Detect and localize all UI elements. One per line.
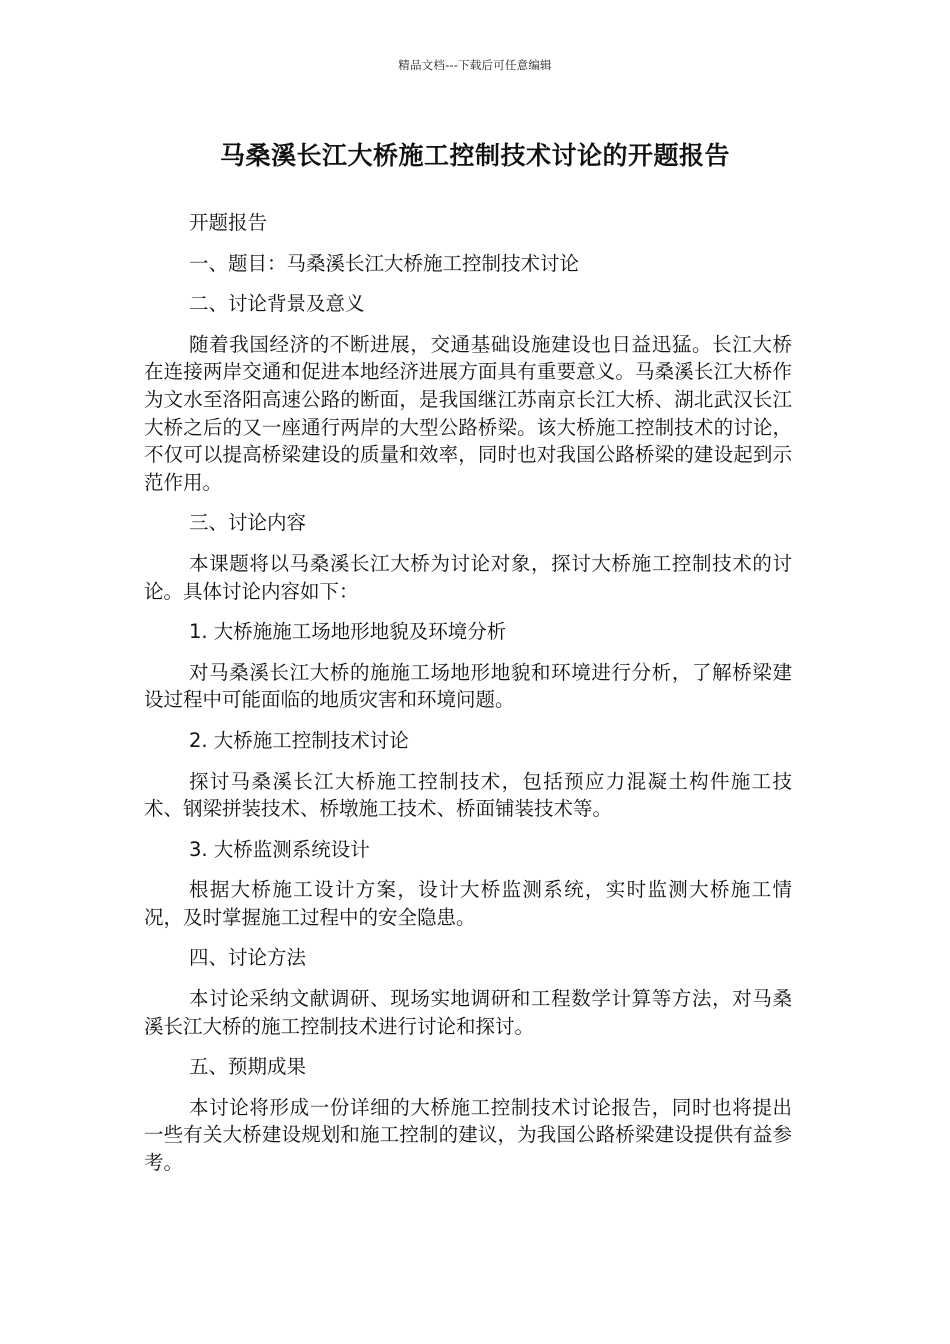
paragraph-terrain-analysis: 对马桑溪长江大桥的施施工场地形地貌和环境进行分析，了解桥梁建设过程中可能面临的地质灾害和环境问题。 (144, 660, 792, 712)
subheading-terrain-analysis: 1. 大桥施施工场地形地貌及环境分析 (189, 620, 507, 644)
subheading-control-technology: 2. 大桥施工控制技术讨论 (189, 728, 409, 752)
section-heading-expected-results: 五、预期成果 (189, 1055, 307, 1079)
section-heading-background: 二、讨论背景及意义 (189, 292, 365, 316)
section-heading-content: 三、讨论内容 (189, 511, 307, 535)
document-body (144, 209, 792, 1177)
document-title: 马桑溪长江大桥施工控制技术讨论的开题报告 (219, 141, 730, 170)
paragraph-content-intro: 本课题将以马桑溪长江大桥为讨论对象，探讨大桥施工控制技术的讨论。具体讨论内容如下： (144, 551, 792, 603)
paragraph-expected-results: 本讨论将形成一份详细的大桥施工控制技术讨论报告，同时也将提出一些有关大桥建设规划和施工控制的建议，为我国公路桥梁建设提供有益参考。 (144, 1095, 792, 1175)
section-heading-method: 四、讨论方法 (189, 946, 307, 970)
header-note: 精品文档---下载后可任意编辑 (398, 58, 552, 72)
subheading-monitoring-system: 3. 大桥监测系统设计 (189, 837, 370, 861)
paragraph-monitoring-system: 根据大桥施工设计方案，设计大桥监测系统，实时监测大桥施工情况，及时掌握施工过程中的安全隐患。 (144, 878, 792, 929)
paragraph-method: 本讨论采纳文献调研、现场实地调研和工程数学计算等方法，对马桑溪长江大桥的施工控制技术进行讨论和探讨。 (144, 987, 792, 1038)
section-heading-topic: 一、题目：马桑溪长江大桥施工控制技术讨论 (189, 251, 580, 275)
paragraph-background: 随着我国经济的不断进展，交通基础设施建设也日益迅猛。长江大桥在连接两岸交通和促进本地经济进展方面具有重要意义。马桑溪长江大桥作为文水至洛阳高速公路的断面，是我国继江苏南京长江大桥、湖北武汉长江大桥之后的又一座通行两岸的大型公路桥梁。该大桥施工控制技术的讨论，不仅可以提高桥梁建设的质量和效率，同时也对我国公路桥梁的建设起到示范作用。 (144, 332, 792, 494)
paragraph-control-technology: 探讨马桑溪长江大桥施工控制技术，包括预应力混凝土构件施工技术、钢梁拼装技术、桥墩施工技术、桥面铺装技术等。 (144, 769, 792, 821)
paragraph-report-label: 开题报告 (189, 211, 268, 234)
